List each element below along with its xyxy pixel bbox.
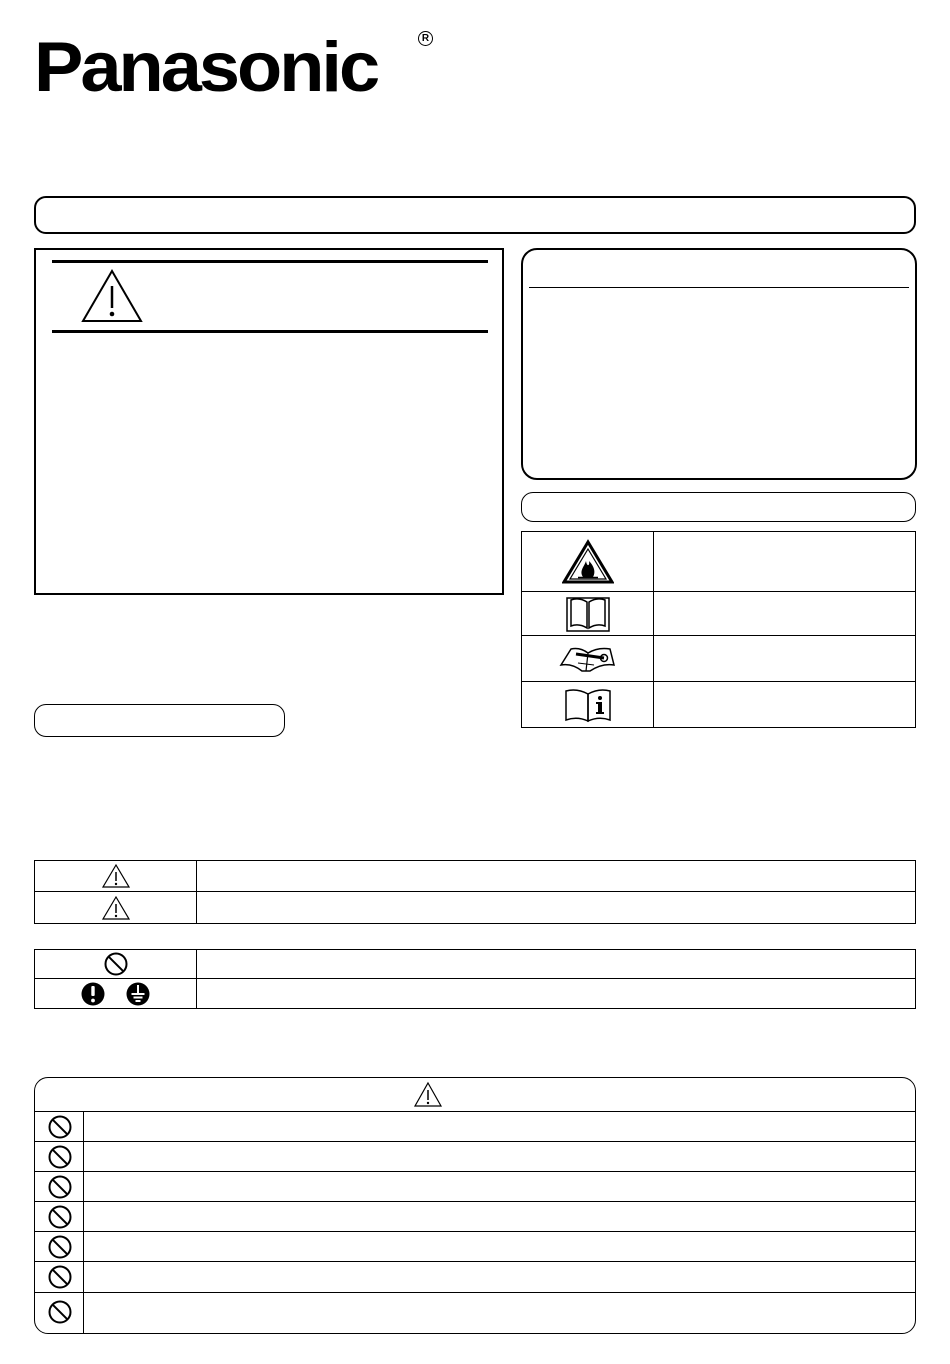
symbol-legend-header <box>521 492 916 522</box>
warning-triangle-icon <box>80 268 144 324</box>
symbol-cell <box>522 532 654 592</box>
instruction-description <box>197 950 916 979</box>
symbol-legend-table <box>521 531 916 728</box>
warning-bottom-rule <box>52 330 488 333</box>
row-rule <box>35 1292 916 1293</box>
information-manual-icon <box>562 686 614 724</box>
warning-box <box>34 248 504 595</box>
brand-logo: Panasonic <box>34 27 378 106</box>
symbol-description <box>654 532 916 592</box>
row-rule <box>35 1231 916 1232</box>
warning-triangle-icon <box>413 1081 443 1108</box>
instruction-symbol-cell <box>35 979 197 1009</box>
prohibited-icon <box>47 1114 73 1140</box>
warning-triangle-icon <box>101 863 131 889</box>
severity-description <box>197 861 916 892</box>
mandatory-exclamation-icon <box>80 981 106 1007</box>
severity-table <box>34 860 916 924</box>
service-manual-icon <box>558 641 618 677</box>
row-rule <box>35 1141 916 1142</box>
info-box-rule <box>529 287 909 288</box>
row-rule <box>35 1261 916 1262</box>
row-rule <box>35 1111 916 1112</box>
prohibited-icon <box>47 1234 73 1260</box>
symbol-cell <box>522 636 654 682</box>
severity-symbol-cell <box>35 861 197 892</box>
registered-mark: R <box>418 31 433 46</box>
instruction-symbol-table <box>34 949 916 1009</box>
severity-description <box>197 892 916 924</box>
prohibited-icon <box>47 1144 73 1170</box>
read-manual-icon <box>564 595 612 633</box>
safety-precautions-label <box>34 704 285 737</box>
symbol-description <box>654 592 916 636</box>
title-bar <box>34 196 916 234</box>
prohibited-icon <box>47 1204 73 1230</box>
prohibited-icon <box>47 1264 73 1290</box>
row-rule <box>35 1171 916 1172</box>
ground-earth-icon <box>125 981 151 1007</box>
symbol-description <box>654 682 916 728</box>
symbol-cell <box>522 592 654 636</box>
warning-triangle-icon <box>101 895 131 921</box>
instruction-description <box>197 979 916 1009</box>
row-rule <box>35 1201 916 1202</box>
prohibited-icon <box>47 1299 73 1325</box>
prohibited-icon <box>47 1174 73 1200</box>
symbol-cell <box>522 682 654 728</box>
symbol-description <box>654 636 916 682</box>
instruction-symbol-cell <box>35 950 197 979</box>
warning-top-rule <box>52 260 488 263</box>
warning-section <box>34 1077 916 1334</box>
warning-section-divider <box>83 1111 84 1334</box>
prohibited-icon <box>103 951 129 977</box>
flammable-warning-icon <box>562 539 614 585</box>
severity-symbol-cell <box>35 892 197 924</box>
info-box <box>521 248 917 480</box>
